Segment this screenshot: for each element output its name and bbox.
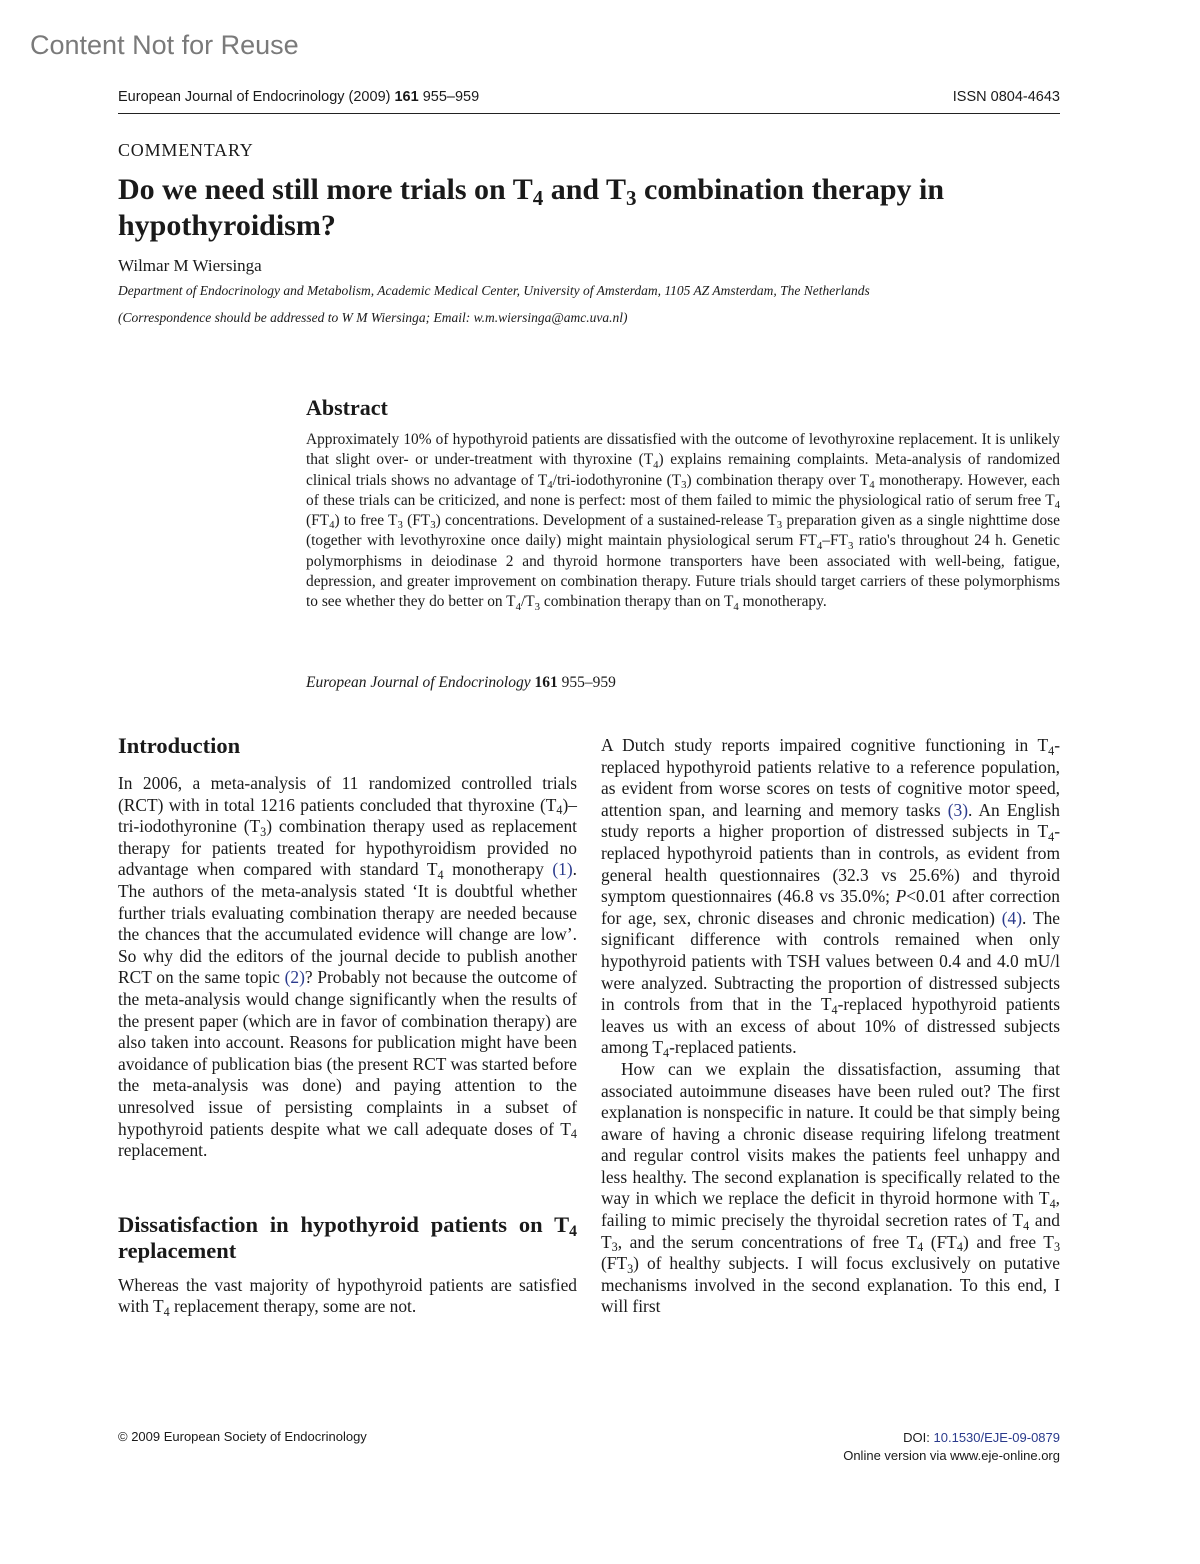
text-run: ) to free T [334,512,398,530]
text-run: , failing to mimic precisely the thyroidal secretion rates of T [601,1188,1060,1231]
watermark: Content Not for Reuse [30,30,299,60]
doi-label: DOI: [903,1430,934,1445]
text-run: -replaced patients. [669,1037,797,1058]
subscript: 4 [956,1240,963,1255]
text-run: monotherapy. However, each of these trials can be criticized, and none is perfect: most of them failed to mimic the physiological ratio of serum free T [306,471,1060,509]
subscript: 4 [816,539,823,552]
subscript: 4 [653,458,659,471]
left-column [118,733,577,1318]
citation-pages: 955–959 [561,674,616,691]
correspondence-note: (Correspondence should be addressed to W M Wiersinga; Email: w.m.wiersinga@amc.uva.nl) [118,310,628,325]
introduction-paragraph [118,773,577,1162]
text-run: (FT [601,1253,628,1274]
subscript: 3 [397,519,403,532]
introduction-heading: Introduction [118,733,241,758]
subscript: 4 [163,1304,170,1319]
right-column [601,735,1060,1318]
text-run: /tri-iodothyronine (T [552,471,682,489]
text-run: )–tri-iodothyronine (T [118,794,577,837]
text-run: -replaced hypothyroid patients leaves us with an excess of about 10% of distressed subjects among T [601,994,1061,1058]
subscript: 3 [534,600,541,613]
subscript: 4 [515,600,521,613]
text-run: preparation given as a single nighttime dose (together with levothyroxine once daily) might maintain physiological serum FT [306,512,1061,550]
text-run: combination therapy than on T [540,593,734,611]
text-run: Approximately 10% of hypothyroid patients are dissatisfied with the outcome of levothyroxine replacement. It is unlikely that slight over- or under-treatment with thyroxine (T [306,431,1060,469]
running-header [118,87,1060,114]
text-run: -replaced hypothyroid patients than in controls, as evident from general health questionnaires (32.3 vs 25.6%) and thyroid symptom questionnaires (46.8 vs 35.0%; [601,821,1060,907]
title-part: Do we need still more trials on T [118,173,533,206]
text-run: Whereas the vast majority of hypothyroid patients are satisfied with T [118,1274,577,1317]
text-run: How can we explain the dissatisfaction, assuming that associated autoimmune diseases have been ruled out? The first explanation is nonspecific in nature. It could be that simply being aware of having a chronic disease requiring lifelong treatment and regular control visits makes the patients feel unhappy and less healthy. The second explanation is specifically related to the way in which we replace the deficit in thyroid hormone with T [601,1058,1060,1209]
citation-journal: European Journal of Endocrinology [306,674,531,691]
reference-link[interactable]: (2) [284,967,305,988]
text-run: ? Probably not because the outcome of the meta-analysis would change significantly when the results of the present paper (which are in favor of combination therapy) are also taken into account. Reasons for publication might have been avoidance of publication bias (the present RCT was started before the meta-analysis was done) and paying attention to the unresolved issue of persisting complaints in a subset of hypothyroid patients despite what we call adequate doses of T [118,967,577,1139]
title-subscript: 4 [532,186,544,211]
doi-line [843,1429,1060,1447]
subscript: 3 [847,539,854,552]
title-part: and T [543,173,627,206]
text-run: ) and free T [962,1231,1054,1252]
author-name: Wilmar M Wiersinga [118,256,262,275]
author-affiliation: Department of Endocrinology and Metabolism, Academic Medical Center, University of Amsterdam, 1105 AZ Amsterdam, The Netherlands [118,283,870,298]
subscript: 4 [556,803,563,818]
text-run: replacement. [118,1140,208,1161]
footer-doi-block [843,1429,1060,1465]
article-title [118,172,1018,244]
subscript: 4 [869,478,875,491]
text-run: ) combination therapy over T [686,471,870,489]
subscript: 4 [1048,830,1055,845]
citation-volume: 161 [534,674,558,691]
subscript: 3 [611,1240,618,1255]
italic-symbol: P [895,886,907,907]
subscript: 4 [733,600,739,613]
subscript: 3 [627,1261,634,1276]
text-run: ) of healthy subjects. I will focus exclusively on putative mechanisms involved in the second explanation. To this end, I will first [601,1253,1060,1317]
title-subscript: 3 [626,186,637,211]
dissatisfaction-paragraph [118,1275,577,1318]
subscript: 4 [547,478,553,491]
body-paragraph [601,1059,1060,1318]
abstract-heading: Abstract [306,395,388,420]
body-paragraph [601,735,1060,1059]
journal-volume: 161 [394,89,419,105]
subscript: 4 [663,1045,670,1060]
abstract-citation [306,674,616,692]
text-run: . An English study reports a higher proportion of distressed subjects in T [601,799,1060,842]
text-run: replacement therapy, some are not. [169,1296,417,1317]
text-run: (FT [923,1231,957,1252]
text-run: –FT [822,532,848,550]
subscript: 4 [570,1127,577,1142]
text-run: -replaced hypothyroid patients relative to a reference population, as evident from worse scores on tests of cognitive motor speed, attention span, and learning and memory tasks [601,735,1060,820]
text-run: , and the serum concentrations of free T [617,1231,918,1252]
subscript: 4 [329,519,335,532]
subscript: 3 [430,519,436,532]
copyright-notice: © 2009 European Society of Endocrinology [118,1429,367,1444]
heading-part: Dissatisfaction in hypothyroid patients on T [118,1211,570,1237]
text-run: ) concentrations. Development of a sustained-release T [435,512,777,530]
doi-link[interactable]: 10.1530/EJE-09-0879 [933,1430,1060,1445]
text-run: and T [601,1210,1060,1252]
online-version: Online version via www.eje-online.org [843,1448,1060,1463]
subscript: 4 [1054,499,1060,512]
subscript: 3 [1053,1240,1061,1255]
text-run: ) explains remaining complaints. Meta-analysis of randomized clinical trials shows no advantage of T [306,451,1060,489]
heading-part: replacement [118,1237,237,1263]
text-run: monotherapy [443,859,553,880]
subscript: 4 [917,1240,924,1255]
text-run: A Dutch study reports impaired cognitive functioning in T [601,735,1049,755]
subscript: 4 [1049,1197,1056,1212]
subscript: 4 [1048,743,1055,758]
journal-name: European Journal of Endocrinology (2009) [118,89,395,105]
section-label: COMMENTARY [118,140,254,160]
text-run: . The significant difference with controls remained when only hypothyroid patients with TSH values between 0.4 and 4.0 mU/l were analyzed. Subtracting the proportion of distressed subjects in controls from that in the T [601,907,1060,1015]
text-run: <0.01 after correction for age, sex, chronic diseases and chronic medication) [601,886,1061,928]
reference-link[interactable]: (1) [552,859,573,880]
subscript: 3 [260,824,267,839]
text-run: . The authors of the meta-analysis stated ‘It is doubtful whether further trials evaluating combination therapy are needed because the chances that the accumulated evidence will change are low’. So why did the editors of the journal decide to publish another RCT on the same topic [118,859,577,988]
text-run: ratio's throughout 24 h. Genetic polymorphisms in deiodinase 2 and thyroid hormone transporters have been associated with well-being, fatigue, depression, and greater improvement on combination therapy. Future trials should target carriers of these polymorphisms to see whether they do better on T [306,532,1060,611]
issn: ISSN 0804-4643 [952,89,1060,105]
subscript: 4 [1023,1218,1030,1233]
heading-subscript: 4 [569,1223,577,1241]
subscript: 3 [776,519,783,532]
journal-pages: 955–959 [418,89,480,105]
title-part: combination therapy in hypothyroidism? [118,173,945,242]
text-run: (FT [402,512,431,530]
journal-citation [118,89,479,105]
subscript: 4 [437,868,444,883]
text-run: (FT [306,512,330,530]
subscript: 4 [831,1002,838,1017]
reference-link[interactable]: (3) [947,799,968,820]
text-run: monotherapy. [738,593,827,611]
abstract-text [306,430,1060,613]
text-run: /T [520,593,535,611]
subscript: 3 [681,478,687,491]
text-run: ) combination therapy used as replacement therapy for patients treated for hypothyroidism provided no advantage when compared with standard T [118,816,577,880]
dissatisfaction-heading [118,1212,577,1264]
reference-link[interactable]: (4) [1001,907,1023,928]
text-run: In 2006, a meta-analysis of 11 randomized controlled trials (RCT) with in total 1216 patients concluded that thyroxine (T [118,773,577,815]
